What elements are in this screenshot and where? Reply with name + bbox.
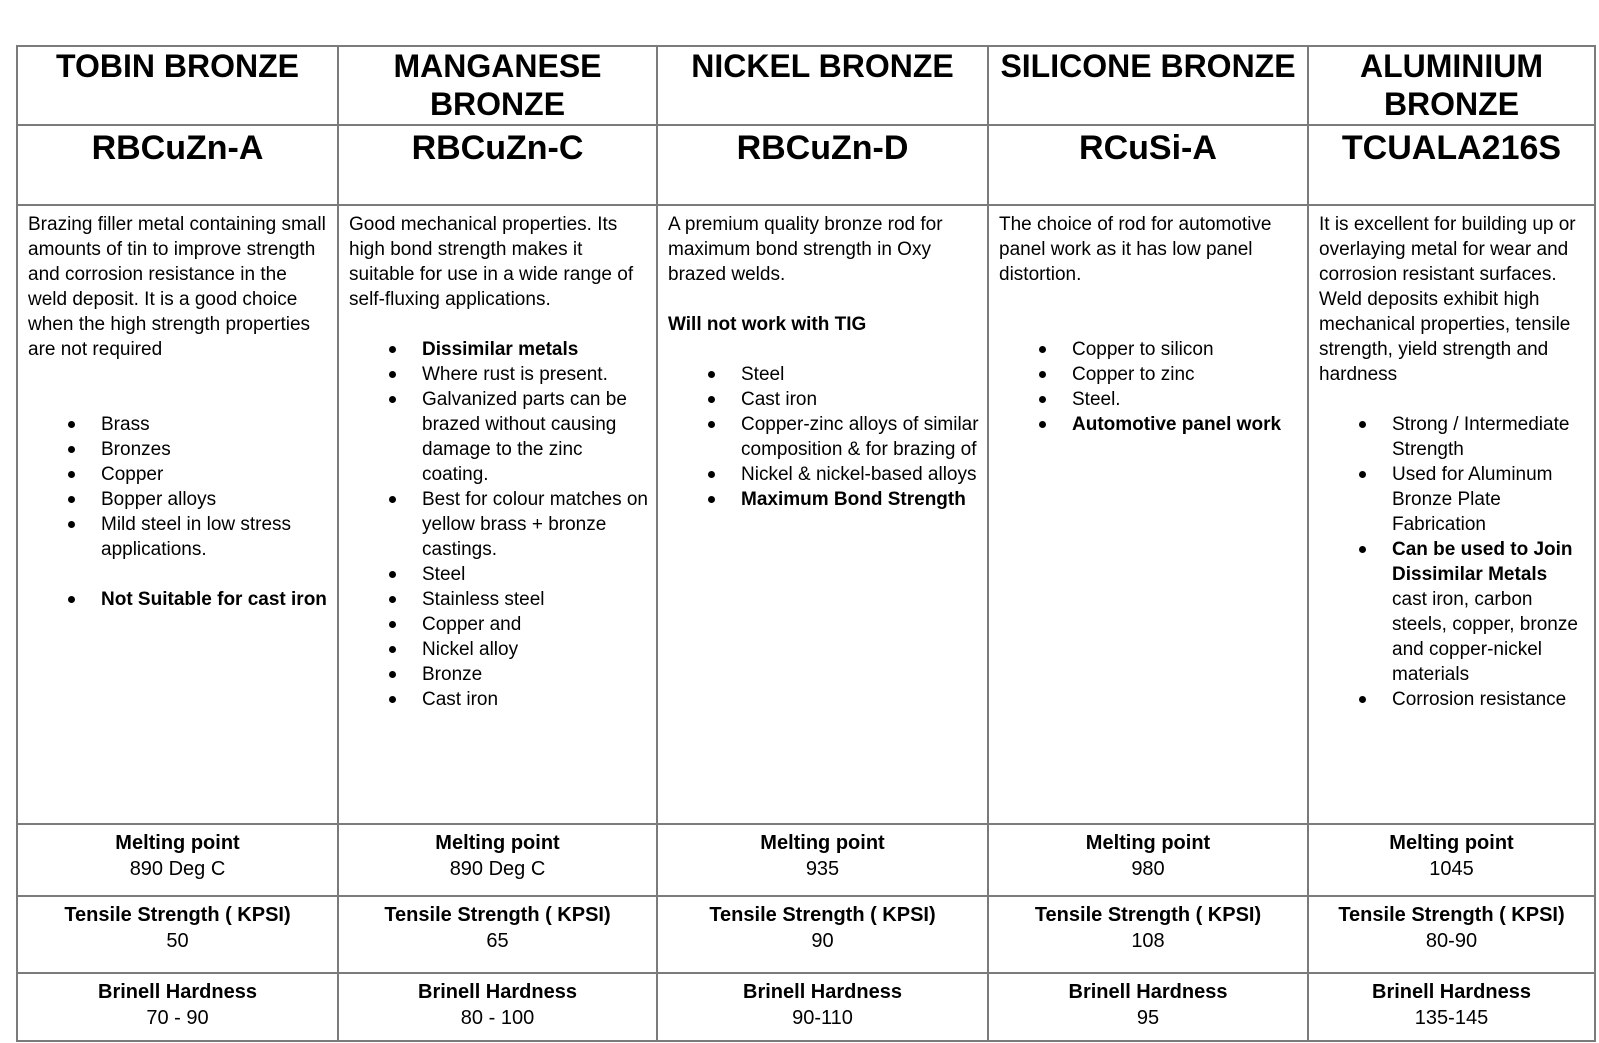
text-segment: Brazing filler metal containing small amounts of tin to improve strength and corrosion resistance in the weld deposit. It is a good choice when the high strength properties are not required xyxy=(28,214,326,360)
text-segment: Cast iron xyxy=(422,689,499,710)
spec-label: Brinell Hardness xyxy=(743,981,902,1003)
bullet-item xyxy=(28,512,329,562)
column-header-silicone-bronze xyxy=(988,46,1308,125)
melting-point-cell-aluminium-bronze xyxy=(1308,824,1595,896)
bullet-item xyxy=(349,487,648,562)
bronze-comparison-table xyxy=(16,45,1596,1042)
melting-point-cell-manganese-bronze xyxy=(338,824,657,896)
bullet-item xyxy=(1319,412,1586,462)
bullet-item xyxy=(349,687,648,712)
spec-value: 890 Deg C xyxy=(449,858,546,880)
bullet-list xyxy=(349,337,648,712)
tensile-strength-cell-aluminium-bronze xyxy=(1308,896,1595,973)
spec-value: 70 - 90 xyxy=(146,1007,209,1029)
melting-point-row xyxy=(17,824,1595,896)
designation-row xyxy=(17,125,1595,205)
spec-value: 95 xyxy=(1136,1007,1160,1029)
text-segment: Nickel & nickel-based alloys xyxy=(741,464,977,485)
bullet-item xyxy=(1319,687,1586,712)
spec-label: Tensile Strength ( KPSI) xyxy=(384,904,611,926)
spec-value: 1045 xyxy=(1429,858,1474,880)
description-cell-tobin-bronze xyxy=(17,205,338,824)
spec-label: Brinell Hardness xyxy=(1372,981,1531,1003)
spacer xyxy=(999,287,1299,337)
bullet-item xyxy=(349,637,648,662)
designation-code: RBCuZn-C xyxy=(411,129,584,167)
text-segment: A premium quality bronze rod for maximum bond strength in Oxy brazed welds. xyxy=(668,214,943,285)
text-segment: Copper xyxy=(101,464,164,485)
spacer xyxy=(28,562,329,587)
spec-value: 90-110 xyxy=(792,1007,853,1029)
melting-point-cell-silicone-bronze xyxy=(988,824,1308,896)
bullet-item xyxy=(668,412,979,462)
bullet-item xyxy=(668,487,979,512)
brinell-hardness-cell-silicone-bronze xyxy=(988,973,1308,1041)
bullet-item xyxy=(28,487,329,512)
designation-cell-rbcuzn-a xyxy=(17,125,338,205)
spacer xyxy=(28,362,329,412)
description-cell-silicone-bronze xyxy=(988,205,1308,824)
bullet-list xyxy=(28,587,329,612)
text-segment: Stainless steel xyxy=(422,589,545,610)
bullet-item xyxy=(349,337,648,362)
spacer xyxy=(668,287,979,312)
bullet-list xyxy=(1319,412,1586,712)
spec-value: 890 Deg C xyxy=(129,858,226,880)
spec-value: 65 xyxy=(486,930,509,952)
text-segment: Steel. xyxy=(1072,389,1121,410)
bullet-item xyxy=(349,612,648,637)
brinell-hardness-row xyxy=(17,973,1595,1041)
header-row xyxy=(17,46,1595,125)
text-segment: cast iron, carbon steels, copper, bronze and copper-nickel materials xyxy=(1392,589,1578,685)
spec-label: Brinell Hardness xyxy=(418,981,577,1003)
tensile-strength-row xyxy=(17,896,1595,973)
text-segment: Copper and xyxy=(422,614,522,635)
description-cell-aluminium-bronze xyxy=(1308,205,1595,824)
text-segment: Copper to silicon xyxy=(1072,339,1214,360)
description-cell-nickel-bronze xyxy=(657,205,988,824)
description-paragraph xyxy=(349,212,648,312)
bullet-item xyxy=(668,387,979,412)
spacer xyxy=(668,337,979,362)
column-title: MANGANESE BRONZE xyxy=(393,48,602,122)
text-segment: Best for colour matches on yellow brass + bronze castings. xyxy=(422,489,648,560)
designation-code: RBCuZn-D xyxy=(736,129,909,167)
spec-label: Tensile Strength ( KPSI) xyxy=(64,904,291,926)
bullet-item xyxy=(28,412,329,437)
spacer xyxy=(1319,387,1586,412)
bullet-item xyxy=(668,462,979,487)
text-segment: Steel xyxy=(422,564,466,585)
bullet-item xyxy=(349,662,648,687)
spec-label: Melting point xyxy=(760,832,885,854)
description-paragraph xyxy=(668,212,979,287)
tensile-strength-cell-tobin-bronze xyxy=(17,896,338,973)
designation-code: RCuSi-A xyxy=(1079,129,1217,167)
spec-value: 50 xyxy=(166,930,189,952)
text-segment: Will not work with TIG xyxy=(668,314,867,335)
column-header-nickel-bronze xyxy=(657,46,988,125)
designation-cell-rbcuzn-c xyxy=(338,125,657,205)
spec-label: Brinell Hardness xyxy=(98,981,257,1003)
text-segment: Dissimilar metals xyxy=(422,339,579,360)
bullet-item xyxy=(28,587,329,612)
spec-value: 935 xyxy=(805,858,840,880)
bullet-item xyxy=(349,387,648,487)
spec-value: 135-145 xyxy=(1414,1007,1489,1029)
column-title: TOBIN BRONZE xyxy=(56,48,299,84)
bullet-list xyxy=(668,362,979,512)
description-row xyxy=(17,205,1595,824)
spec-label: Melting point xyxy=(1389,832,1514,854)
bullet-item xyxy=(668,362,979,387)
column-header-aluminium-bronze xyxy=(1308,46,1595,125)
spec-label: Melting point xyxy=(115,832,240,854)
bullet-list xyxy=(999,337,1299,437)
spec-label: Tensile Strength ( KPSI) xyxy=(709,904,936,926)
spec-label: Tensile Strength ( KPSI) xyxy=(1338,904,1565,926)
bullet-item xyxy=(999,362,1299,387)
bullet-list xyxy=(28,412,329,562)
designation-cell-tcuala216s xyxy=(1308,125,1595,205)
bullet-item xyxy=(999,337,1299,362)
text-segment: Corrosion resistance xyxy=(1392,689,1567,710)
text-segment: Good mechanical properties. Its high bond strength makes it suitable for use in a wide range of self-fluxing applications. xyxy=(349,214,634,310)
spacer xyxy=(349,312,648,337)
brinell-hardness-cell-tobin-bronze xyxy=(17,973,338,1041)
spec-label: Melting point xyxy=(435,832,560,854)
description-paragraph xyxy=(28,212,329,362)
bullet-item xyxy=(999,412,1299,437)
tensile-strength-cell-manganese-bronze xyxy=(338,896,657,973)
spec-value: 90 xyxy=(811,930,834,952)
text-segment: Bronzes xyxy=(101,439,171,460)
designation-code: TCUALA216S xyxy=(1341,129,1562,167)
designation-cell-rcusi-a xyxy=(988,125,1308,205)
spec-value: 80-90 xyxy=(1425,930,1478,952)
text-segment: Brass xyxy=(101,414,150,435)
melting-point-cell-tobin-bronze xyxy=(17,824,338,896)
text-segment: Nickel alloy xyxy=(422,639,519,660)
text-segment: The choice of rod for automotive panel work as it has low panel distortion. xyxy=(999,214,1272,285)
text-segment: Can be used to Join Dissimilar Metals xyxy=(1392,539,1573,585)
text-segment: It is excellent for building up or overlaying metal for wear and corrosion resistant surfaces. Weld deposits exhibit high mechanical properties, tensile strength, yield strength and hardness xyxy=(1319,214,1576,385)
designation-cell-rbcuzn-d xyxy=(657,125,988,205)
description-paragraph xyxy=(668,312,979,337)
text-segment: Where rust is present. xyxy=(422,364,608,385)
bullet-item xyxy=(349,362,648,387)
text-segment: Copper to zinc xyxy=(1072,364,1195,385)
bullet-item xyxy=(1319,537,1586,687)
description-paragraph xyxy=(999,212,1299,287)
spec-value: 80 - 100 xyxy=(460,1007,535,1029)
text-segment: Strong / Intermediate Strength xyxy=(1392,414,1570,460)
text-segment: Mild steel in low stress applications. xyxy=(101,514,292,560)
text-segment: Bronze xyxy=(422,664,483,685)
text-segment: Used for Aluminum Bronze Plate Fabrication xyxy=(1392,464,1553,535)
spec-label: Tensile Strength ( KPSI) xyxy=(1034,904,1262,926)
bullet-item xyxy=(349,562,648,587)
tensile-strength-cell-nickel-bronze xyxy=(657,896,988,973)
text-segment: Maximum Bond Strength xyxy=(741,489,966,510)
bullet-item xyxy=(349,587,648,612)
description-cell-manganese-bronze xyxy=(338,205,657,824)
column-header-manganese-bronze xyxy=(338,46,657,125)
text-segment: Cast iron xyxy=(741,389,818,410)
bullet-item xyxy=(28,437,329,462)
text-segment: Steel xyxy=(741,364,785,385)
tensile-strength-cell-silicone-bronze xyxy=(988,896,1308,973)
brinell-hardness-cell-manganese-bronze xyxy=(338,973,657,1041)
column-title: ALUMINIUM BRONZE xyxy=(1359,48,1544,122)
spec-label: Melting point xyxy=(1085,832,1211,854)
bullet-item xyxy=(28,462,329,487)
text-segment: Not Suitable for cast iron xyxy=(101,589,327,610)
spec-value: 108 xyxy=(1131,930,1165,952)
column-title: SILICONE BRONZE xyxy=(1000,48,1296,84)
spec-label: Brinell Hardness xyxy=(1068,981,1228,1003)
brinell-hardness-cell-nickel-bronze xyxy=(657,973,988,1041)
bullet-item xyxy=(1319,462,1586,537)
column-title: NICKEL BRONZE xyxy=(691,48,954,84)
text-segment: Copper-zinc alloys of similar composition & for brazing of xyxy=(741,414,979,460)
spec-value: 980 xyxy=(1131,858,1165,880)
description-paragraph xyxy=(1319,212,1586,387)
text-segment: Bopper alloys xyxy=(101,489,217,510)
designation-code: RBCuZn-A xyxy=(91,129,264,167)
bullet-item xyxy=(999,387,1299,412)
column-header-tobin-bronze xyxy=(17,46,338,125)
brinell-hardness-cell-aluminium-bronze xyxy=(1308,973,1595,1041)
melting-point-cell-nickel-bronze xyxy=(657,824,988,896)
text-segment: Galvanized parts can be brazed without causing damage to the zinc coating. xyxy=(422,389,627,485)
text-segment: Automotive panel work xyxy=(1072,414,1282,435)
